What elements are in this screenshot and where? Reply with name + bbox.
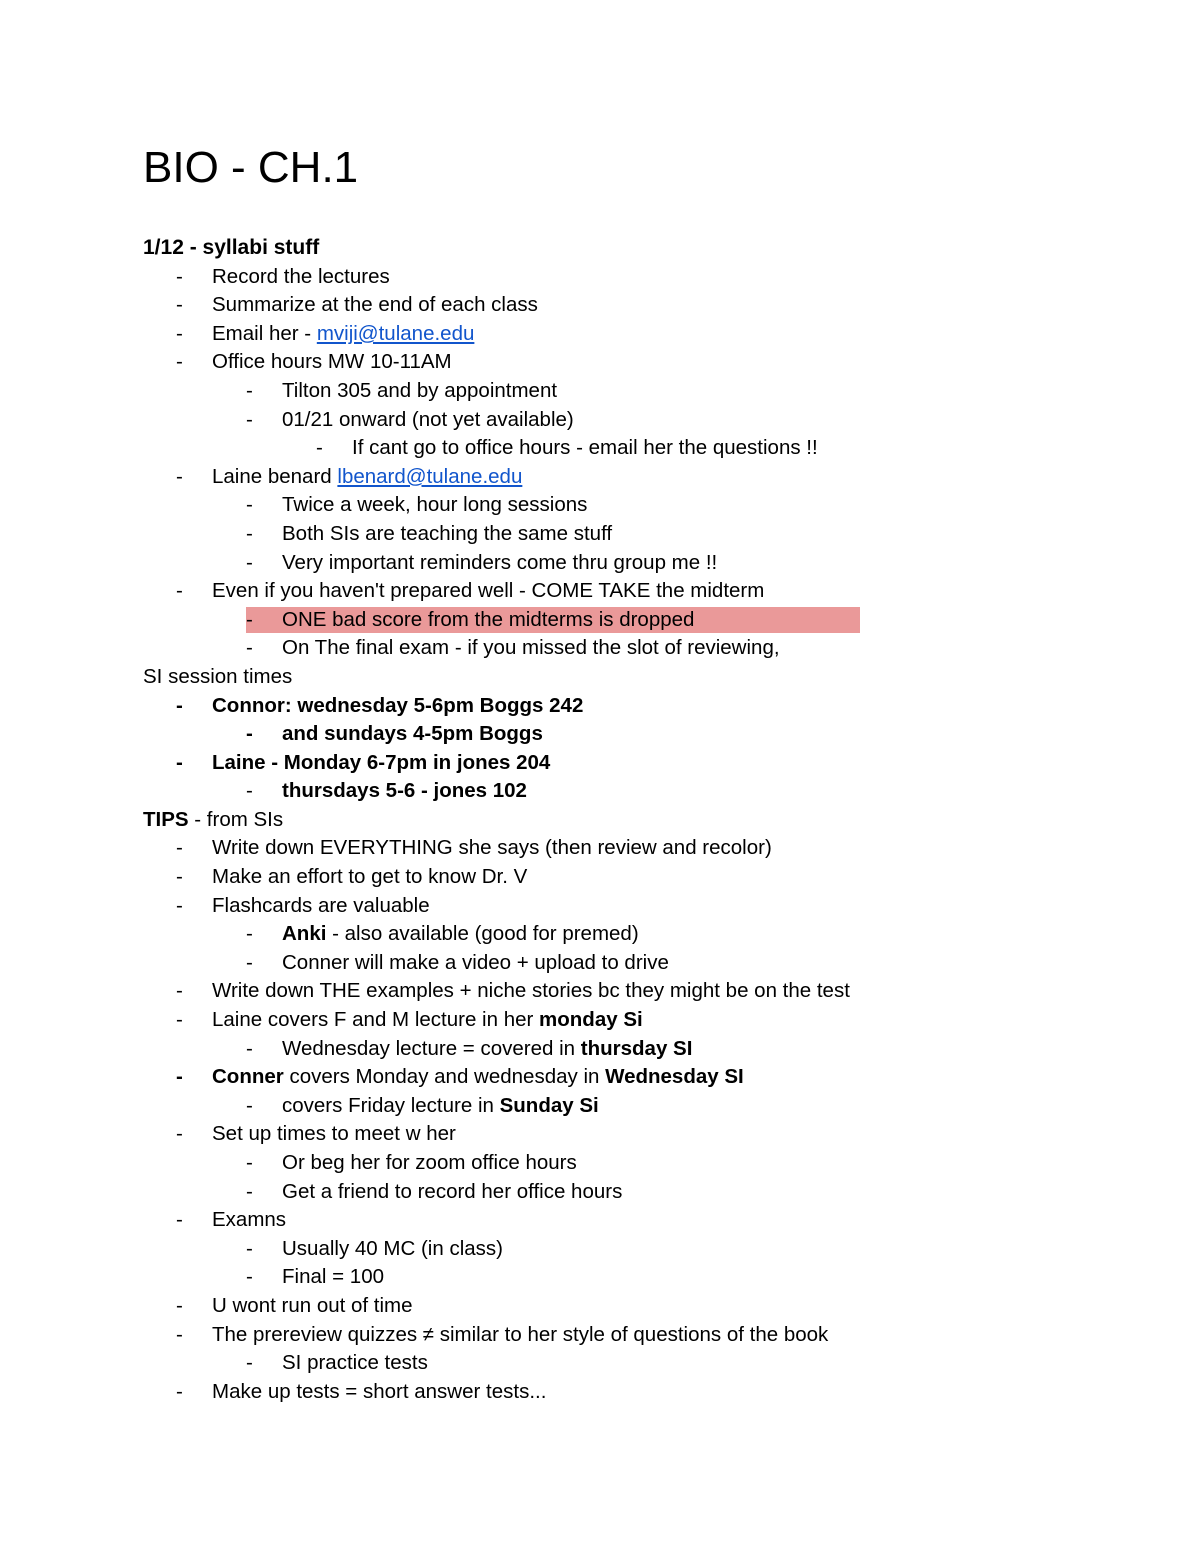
bullet-dash: -: [176, 836, 183, 860]
list-item: - thursdays 5-6 - jones 102: [143, 777, 1103, 806]
list-item: - Final = 100: [143, 1263, 1103, 1292]
list-item: - Laine - Monday 6-7pm in jones 204: [143, 749, 1103, 778]
list-item: - Set up times to meet w her: [143, 1120, 1103, 1149]
list-item: - Record the lectures: [143, 263, 1103, 292]
bullet-dash: -: [176, 1065, 183, 1089]
bullet-dash: -: [176, 750, 183, 774]
bullet-dash: -: [246, 1036, 253, 1060]
bullet-dash: -: [176, 1322, 183, 1346]
list-item: - Conner covers Monday and wednesday in Wednesday SI: [143, 1063, 1103, 1092]
bullet-dash: -: [176, 1122, 183, 1146]
section-heading-si-times: SI session times: [143, 664, 293, 688]
list-item-highlighted: - ONE bad score from the midterms is dropped: [143, 606, 1103, 635]
list-item: - Both SIs are teaching the same stuff: [143, 520, 1103, 549]
list-item: - Connor: wednesday 5-6pm Boggs 242: [143, 692, 1103, 721]
bullet-dash: -: [246, 950, 253, 974]
list-item: - Get a friend to record her office hours: [143, 1178, 1103, 1207]
list-item: - If cant go to office hours - email her the questions !!: [143, 434, 1103, 463]
list-item: - Anki - also available (good for premed): [143, 920, 1103, 949]
section-heading-syllabi: 1/12 - syllabi stuff: [143, 236, 320, 259]
list-item: - Make an effort to get to know Dr. V: [143, 863, 1103, 892]
bullet-dash: -: [176, 579, 183, 603]
section-heading-tips: TIPS - from SIs: [143, 807, 284, 831]
bullet-dash: -: [246, 722, 253, 746]
bullet-dash: -: [176, 264, 183, 288]
bullet-dash: -: [246, 407, 253, 431]
bullet-dash: -: [176, 1379, 183, 1403]
bullet-dash: -: [176, 1008, 183, 1032]
bullet-dash: -: [246, 1093, 253, 1117]
list-item-laine: - Laine benard lbenard@tulane.edu: [143, 463, 1103, 492]
bullet-dash: -: [176, 893, 183, 917]
list-item: - SI practice tests: [143, 1349, 1103, 1378]
bullet-dash: -: [176, 1208, 183, 1232]
list-item: - Conner will make a video + upload to drive: [143, 949, 1103, 978]
bullet-dash: -: [176, 350, 183, 374]
list-item: - and sundays 4-5pm Boggs: [143, 720, 1103, 749]
bullet-dash: -: [246, 1151, 253, 1174]
bullet-dash: -: [246, 636, 253, 660]
bullet-dash: -: [176, 865, 183, 889]
list-item: - Twice a week, hour long sessions: [143, 491, 1103, 520]
bullet-dash: -: [246, 378, 253, 402]
bullet-dash: -: [246, 493, 253, 517]
list-item: - Or beg her for zoom office hours: [143, 1149, 1103, 1178]
list-item: - Very important reminders come thru group me !!: [143, 549, 1103, 578]
notes-body: [143, 234, 1103, 1406]
list-item: - Laine covers F and M lecture in her monday Si: [143, 1006, 1103, 1035]
page-title: BIO - CH.1: [143, 143, 359, 192]
list-item: - Summarize at the end of each class: [143, 291, 1103, 320]
bullet-dash: -: [176, 321, 183, 345]
list-item: - Wednesday lecture = covered in thursday SI: [143, 1035, 1103, 1064]
list-item: - covers Friday lecture in Sunday Si: [143, 1092, 1103, 1121]
list-item: - Make up tests = short answer tests...: [143, 1378, 1103, 1407]
bullet-dash: -: [246, 779, 253, 803]
bullet-dash: -: [246, 1265, 253, 1289]
bullet-dash: -: [246, 1236, 253, 1260]
list-item: - Even if you haven't prepared well - COME TAKE the midterm: [143, 577, 1103, 606]
bullet-dash: -: [176, 464, 183, 488]
email-link-mviji[interactable]: mviji@tulane.edu: [316, 321, 475, 345]
list-item: - On The final exam - if you missed the slot of reviewing,: [143, 634, 1103, 663]
bullet-dash: -: [246, 1179, 253, 1203]
list-item: - The prereview quizzes ≠ similar to her style of questions of the book: [143, 1321, 1103, 1350]
list-item: - Flashcards are valuable: [143, 892, 1103, 921]
list-item: - Tilton 305 and by appointment: [143, 377, 1103, 406]
bullet-dash: -: [176, 1293, 183, 1317]
list-item: - Office hours MW 10-11AM: [143, 348, 1103, 377]
list-item: - Write down EVERYTHING she says (then review and recolor): [143, 834, 1103, 863]
bullet-dash: -: [176, 293, 183, 317]
list-item: - 01/21 onward (not yet available): [143, 406, 1103, 435]
list-item: - U wont run out of time: [143, 1292, 1103, 1321]
bullet-dash: -: [176, 693, 183, 717]
list-item: - Examns: [143, 1206, 1103, 1235]
list-item: - Write down THE examples + niche stories bc they might be on the test: [143, 977, 1103, 1006]
bullet-dash: -: [246, 922, 253, 946]
bullet-dash: -: [246, 1351, 253, 1375]
bullet-dash: -: [246, 607, 253, 631]
list-item: - Usually 40 MC (in class): [143, 1235, 1103, 1264]
email-link-lbenard[interactable]: lbenard@tulane.edu: [337, 464, 523, 488]
bullet-dash: -: [176, 979, 183, 1003]
bullet-dash: -: [316, 436, 323, 460]
list-item-email: - Email her - mviji@tulane.edu: [143, 320, 1103, 349]
bullet-dash: -: [246, 550, 253, 574]
bullet-dash: -: [246, 521, 253, 545]
